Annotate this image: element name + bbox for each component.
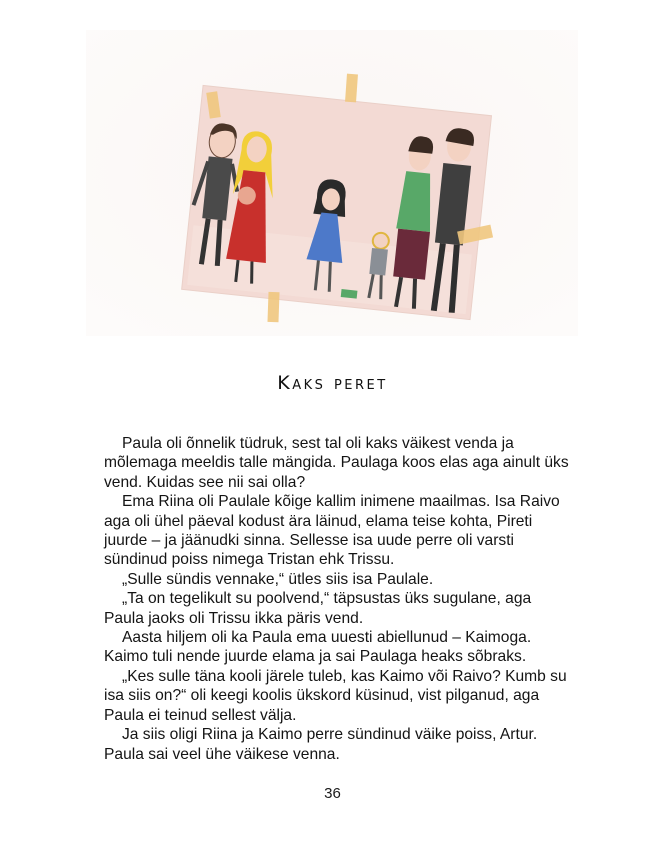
paragraph: Aasta hiljem oli ka Paula ema uuesti abiellunud – Kaimoga. Kaimo tuli nende juurde elama ja sai Paulaga heaks sõbraks. (104, 629, 532, 666)
paragraph: „Kes sulle täna kooli järele tuleb, kas Kaimo või Raivo? Kumb su isa siis on?“ oli keegi koolis ükskord küsinud, vist pilganud, aga Paula ei teinud sellest välja. (104, 667, 567, 724)
chapter-title: Kaks peret (277, 372, 388, 394)
page-number: 36 (324, 785, 341, 802)
paragraph: „Sulle sündis vennake,“ ütles siis isa Paulale. (122, 570, 434, 588)
paragraph: „Ta on tegelikult su poolvend,“ täpsustas üks sugulane, aga Paula jaoks oli Trissu ikka päris vend. (104, 590, 532, 627)
paragraph: Ja siis oligi Riina ja Kaimo perre sündinud väike poiss, Artur. Paula sai veel ühe väikese venna. (104, 726, 538, 763)
body-text (104, 434, 574, 764)
family-drawing-icon (86, 30, 578, 336)
illustration (86, 30, 578, 336)
paragraph: Paula oli õnnelik tüdruk, sest tal oli kaks väikest venda ja mõlemaga meeldis talle mängida. Paulaga koos elas aga ainult üks vend. Kuidas see nii sai olla? (104, 435, 569, 491)
tape-strip (345, 74, 358, 103)
paragraph: Ema Riina oli Paulale kõige kallim inimene maailmas. Isa Raivo aga oli ühel päeval kodust ära läinud, elama teise kohta, Pireti juurde – ja jäänudki sinna. Sellesse isa uude perre oli varsti sündinud poiss nimega Tristan ehk Trissu. (104, 493, 560, 569)
tape-strip (267, 292, 279, 322)
